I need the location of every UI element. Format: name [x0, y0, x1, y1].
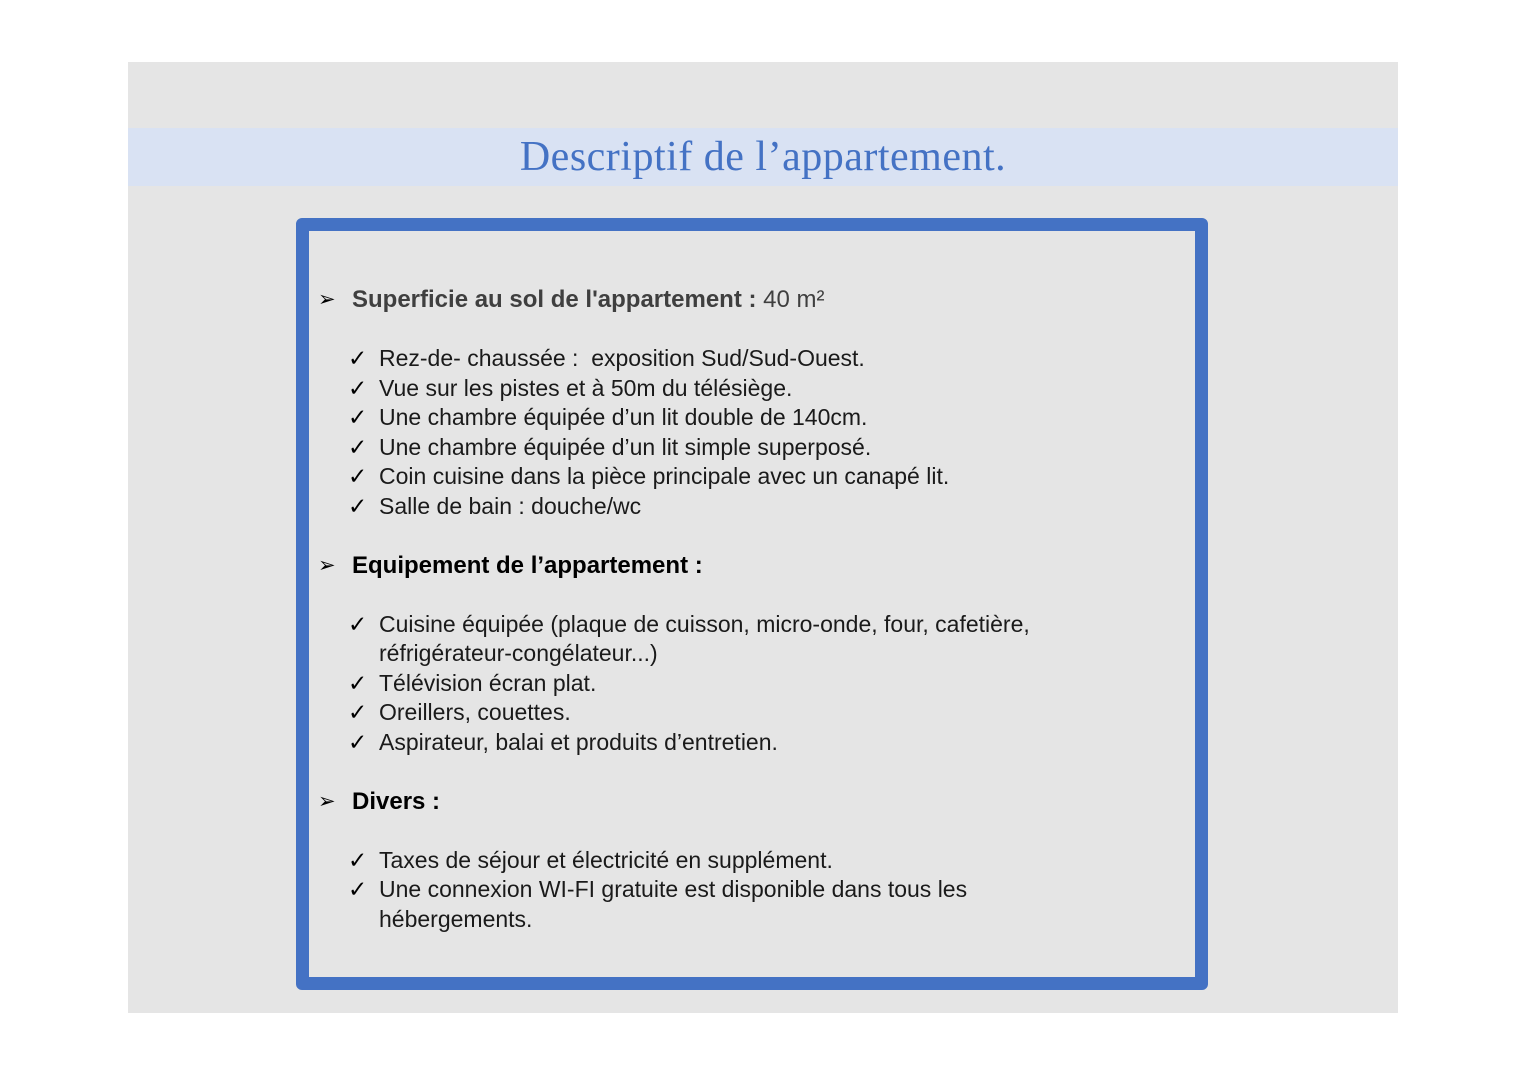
list-item-label: Salle de bain : douche/wc — [379, 492, 642, 519]
arrow-bullet-icon: ➢ — [318, 789, 336, 813]
arrow-bullet-icon: ➢ — [318, 553, 336, 577]
check-bullet-icon: ✓ — [348, 374, 368, 401]
list-item-label: Oreillers, couettes. — [379, 699, 571, 725]
list-item — [348, 728, 1085, 758]
check-bullet-icon: ✓ — [348, 699, 368, 725]
list-item-label: Une chambre équipée d’un lit simple superposé. — [379, 433, 872, 460]
section-heading-label — [352, 787, 440, 817]
content-sections — [309, 231, 1195, 934]
section-heading-label — [352, 551, 703, 581]
list-item-label: Coin cuisine dans la pièce principale avec un canapé lit. — [379, 463, 950, 489]
check-bullet-icon: ✓ — [348, 463, 368, 489]
list-item — [348, 403, 1085, 433]
list-item — [348, 462, 1085, 492]
list-item-label: Taxes de séjour et électricité en supplément. — [379, 846, 833, 873]
check-bullet-icon: ✓ — [348, 669, 368, 696]
section — [318, 285, 1085, 521]
section-heading-label — [352, 285, 825, 315]
section — [318, 787, 1085, 935]
list-item — [348, 875, 1085, 934]
section-heading — [318, 551, 1085, 581]
list-item-label: Vue sur les pistes et à 50m du télésiège. — [379, 374, 793, 401]
content-box — [296, 218, 1208, 990]
check-bullet-icon: ✓ — [348, 433, 368, 460]
list-item — [348, 433, 1085, 463]
list-item-label: Une connexion WI-FI gratuite est disponible dans tous les hébergements. — [379, 876, 974, 932]
list-item — [348, 492, 1085, 522]
page-title: Descriptif de l’appartement. — [519, 134, 1007, 180]
section-heading-suffix: 40 m² — [756, 286, 825, 313]
list-item — [348, 698, 1085, 728]
list-item-label: Une chambre équipée d’un lit double de 140cm. — [379, 404, 868, 430]
section-heading-bold: Equipement de l’appartement : — [352, 551, 703, 579]
check-bullet-icon: ✓ — [348, 728, 368, 755]
section-heading — [318, 787, 1085, 817]
list-item-label: Aspirateur, balai et produits d’entretien. — [379, 728, 778, 755]
slide-canvas — [128, 62, 1398, 1013]
list-item — [348, 374, 1085, 404]
arrow-bullet-icon: ➢ — [318, 288, 336, 311]
check-bullet-icon: ✓ — [348, 610, 368, 637]
check-bullet-icon: ✓ — [348, 492, 368, 519]
list-item — [348, 846, 1085, 876]
check-bullet-icon: ✓ — [348, 404, 368, 430]
list-item-label: Rez-de- chaussée : exposition Sud/Sud-Ouest. — [379, 345, 865, 371]
check-bullet-icon: ✓ — [348, 876, 368, 902]
list-item — [348, 344, 1085, 374]
title-bar — [128, 128, 1398, 186]
section — [318, 551, 1085, 758]
list-item-label: Télévision écran plat. — [379, 669, 597, 696]
section-heading-bold: Divers : — [352, 787, 441, 815]
check-bullet-icon: ✓ — [348, 846, 368, 873]
check-bullet-icon: ✓ — [348, 345, 368, 371]
list-item — [348, 669, 1085, 699]
section-heading — [318, 285, 1085, 315]
list-item-label: Cuisine équipée (plaque de cuisson, micro-onde, four, cafetière, réfrigérateur-congélateur...) — [379, 610, 1037, 666]
list-item — [348, 610, 1085, 669]
section-heading-bold: Superficie au sol de l'appartement : — [352, 286, 757, 313]
